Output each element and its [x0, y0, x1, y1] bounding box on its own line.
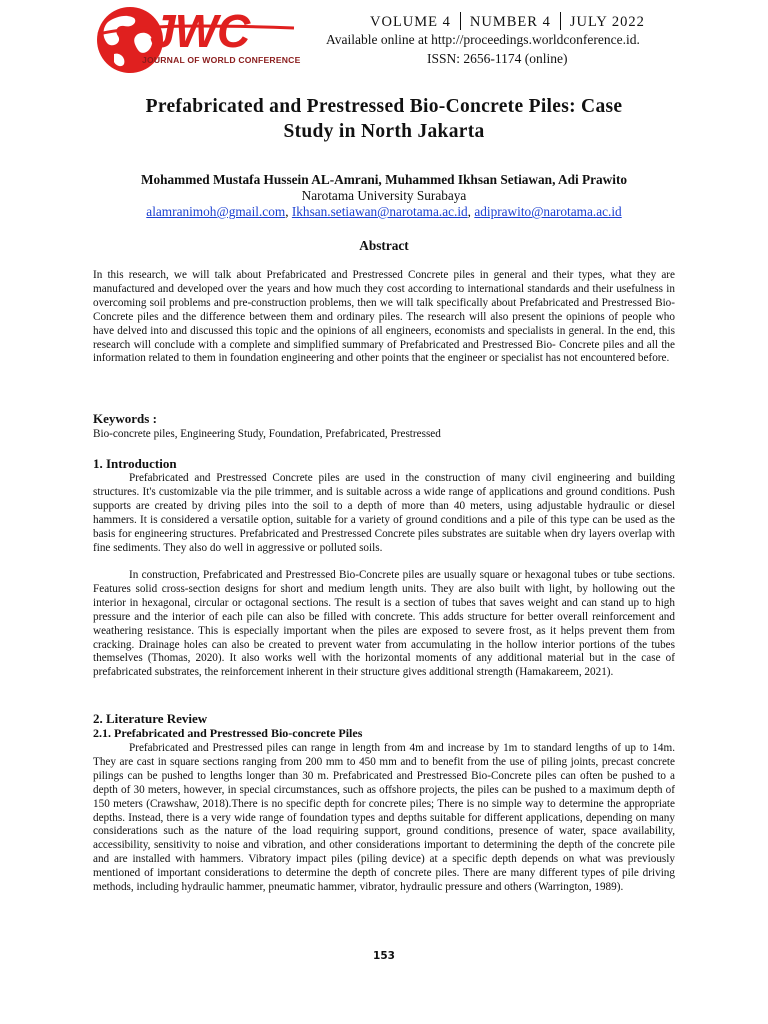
issn-text: ISSN: 2656-1174 (online) — [427, 51, 568, 66]
author-emails: alamranimoh@gmail.com, Ikhsan.setiawan@narotama.ac.id, adiprawito@narotama.ac.id — [146, 204, 622, 219]
paper-title — [60, 94, 708, 144]
title-line: Prefabricated and Prestressed Bio-Concrete Piles: Case — [145, 96, 623, 117]
number-label: NUMBER 4 — [469, 14, 551, 30]
subsection-heading: 2.1. Prefabricated and Prestressed Bio-concrete Piles — [93, 726, 363, 740]
section-heading-introduction: 1. Introduction — [93, 456, 177, 471]
keywords-heading: Keywords : — [93, 411, 157, 426]
divider — [460, 12, 461, 30]
paragraph: In construction, Prefabricated and Prestressed Bio-Concrete piles are usually square or hexagonal tubes or tube sections. Features solid cross-section designs for short and medium length units. They are also built with light, by hollowing out the interior in hexagonal, circular or octagonal sections. The result is a section of tubes that saves weight and can stand up to high pressure and the interior of each pile can also be filled with concrete. This adds structure for better overall reinforcement and weathering resistance. This is especially important when the piles are exposed to severe frost, as it helps prevent them from cracking. Drainage holes can also be created to prevent water from accumulating in the hollow interior portions of the tubes themselves (Thomas, 2020). It also works well with the horizontal moments of any additional material but in the case of prefabricated substrates, the reinforcement inherent in their structure gives additional strength (Hamakareem, 2021). — [93, 569, 675, 679]
volume-line — [370, 12, 645, 31]
volume-label: VOLUME 4 — [370, 14, 451, 30]
abstract-text: In this research, we will talk about Prefabricated and Prestressed Concrete piles in general and their types, what they are manufactured and developed over the years and how much they cost according to international standards and their usefulness in overcoming soil problems and pre-construction problems, then we will talk specifically about Prefabricated and Prestressed Bio-Concrete piles and the difference between them and ordinary piles. The research will also present the opinions of people who have delved into and discussed this topic and the opinions of all engineers, economists and specialists in general. In the end, this research will conclude with a complete and simplified summary of Prefabricated and Prestressed Bio- Concrete piles and all the information related to them in foundation engineering and other points that the engineer or specialist has not encountered before. — [93, 269, 675, 365]
journal-logo — [94, 4, 320, 76]
divider — [560, 12, 561, 30]
authors: Mohammed Mustafa Hussein AL-Amrani, Muhammed Ikhsan Setiawan, Adi Prawito — [140, 172, 628, 187]
page-number: 153 — [373, 950, 395, 962]
title-line: Study in North Jakarta — [283, 121, 485, 142]
paragraph: Prefabricated and Prestressed Concrete piles are used in the construction of many civil engineering and building structures. It's customizable via the pile trimmer, and is suitable across a wide range of applications and ground conditions. Push supports are created by driving piles into the soil to a depth of more than 40 meters, using adjustable hydraulic or diesel hammers. It is considered a versatile option, suitable for a variety of ground conditions and a pile of this type can be used as the basis for engineering structures. Prefabricated and Prestressed Concrete piles substrates are suitable when dry layers overlap with fine sediments. They also do well in aggressive or polluted soils. — [93, 472, 675, 554]
section-heading-literature-review: 2. Literature Review — [93, 711, 208, 726]
affiliation: Narotama University Surabaya — [301, 188, 467, 203]
availability-text: Available online at http://proceedings.worldconference.id. — [326, 32, 640, 47]
date-label: JULY 2022 — [569, 14, 645, 30]
email-link[interactable]: Ikhsan.setiawan@narotama.ac.id — [291, 204, 468, 219]
email-link[interactable]: alamranimoh@gmail.com — [146, 204, 286, 219]
email-link[interactable]: adiprawito@narotama.ac.id — [474, 204, 622, 219]
abstract-heading: Abstract — [359, 238, 409, 253]
logo-wordmark: JWC — [150, 5, 250, 57]
keywords-text: Bio-concrete piles, Engineering Study, Foundation, Prefabricated, Prestressed — [93, 428, 441, 440]
logo-subtitle: JOURNAL OF WORLD CONFERENCE — [142, 55, 301, 65]
paragraph: Prefabricated and Prestressed piles can range in length from 4m and increase by 1m to standard lengths of up to 14m. They are cast in square sections ranging from 200 mm to 450 mm and to benefit from the use of piling joints, precast concrete pilings can be pushed to lengths longer than 30 m. Prefabricated and Prestressed Bio-Concrete piles can often be pushed to a depth of 30 meters, however, in special circumstances, such as offshore projects, the piles can be pushed to a maximum depth of 150 meters (Crawshaw, 2018).There is no specific depth for concrete piles; There is no simple way to determine the appropriate depths. Instead, there is a very wide range of foundation types and depths suitable for different applications, depending on many considerations such as the nature of the load requiring support, ground conditions, presence of water, space availability, accessibility, sensitivity to noise and vibration, and other considerations important to determining the depth of the concrete pile and are installed with hammers. Vibratory impact piles (piling device) at a specific depth depends on what was previously mentioned of important considerations to determine the depth of concrete piles. There are many different types of pile driving methods, including hydraulic hammer, pneumatic hammer, vibrator, hydraulic pressure and others (Warrington, 1989). — [93, 742, 675, 894]
